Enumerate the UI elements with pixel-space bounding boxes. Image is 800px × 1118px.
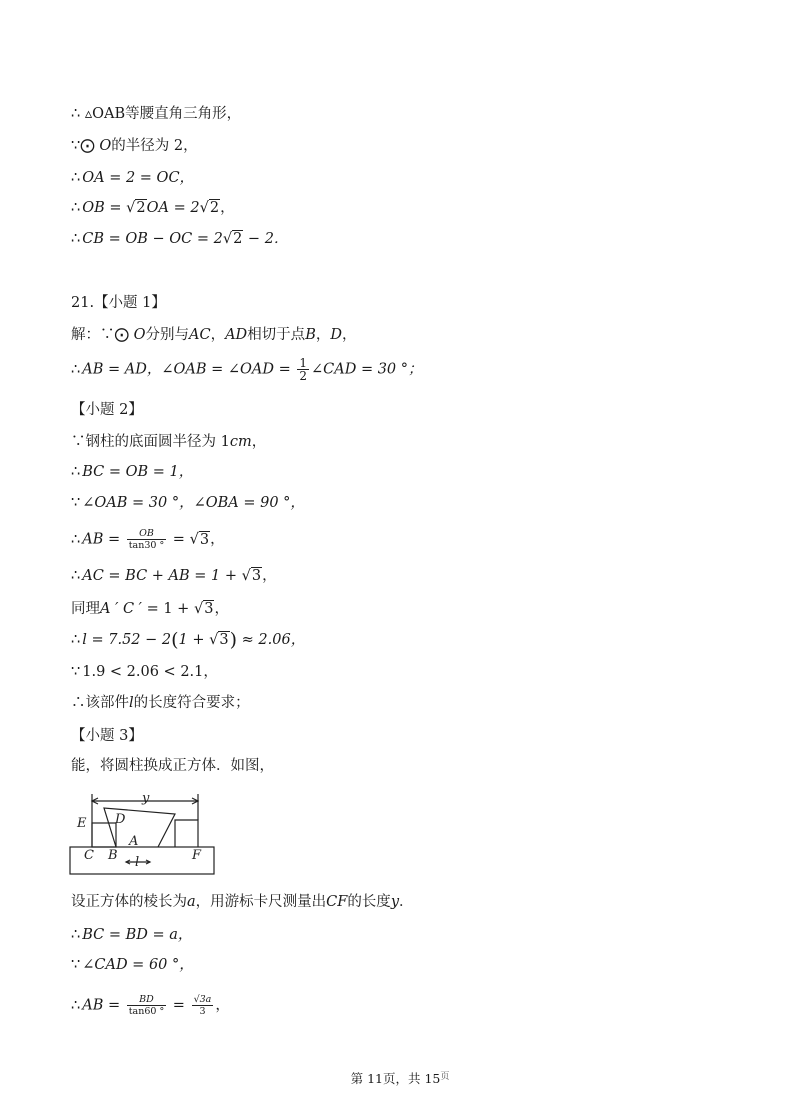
therefore-symbol: ∴ [71, 231, 81, 247]
label-a: A [129, 834, 139, 849]
text-line: ∵⨀ O的半径为 2， [71, 138, 198, 154]
text-line: ∴ OB = √2OA = 2√2， [71, 200, 235, 216]
text-line: ∵钢柱的底面圆半径为 1cm， [71, 434, 267, 450]
therefore-symbol: ∴ [71, 464, 81, 480]
fraction: $\frac{√3a}{3}$ [193, 994, 212, 1017]
because-symbol: ∵ [71, 664, 81, 680]
text-line: ∴ BC = BD = a， [71, 927, 193, 943]
label-f: F [192, 848, 202, 863]
because-symbol: ∵ [71, 957, 81, 973]
label-b: B [108, 848, 118, 863]
question-heading: 21.【小题 1】 [71, 295, 166, 311]
fraction: $\frac{BD}{\tan 60 ^\circ}$ [128, 994, 165, 1017]
text-line: ∴ BC = OB = 1， [71, 464, 194, 480]
text-line: ∵ ∠OAB = 30 °，∠OBA = 90 °， [71, 495, 305, 511]
text-line: 能，将圆柱换成正方体．如图， [71, 758, 274, 774]
fraction: $\frac{1}{2}$ [299, 356, 307, 383]
text-line: 设正方体的棱长为a，用游标卡尺测量出CF的长度y． [71, 894, 414, 910]
text-line: 解：∵⨀ O分别与AC，AD相切于点B，D， [71, 327, 357, 343]
text-line: ∴ AB = $\frac{OB}{\tan 30 ^\circ}$ = √3， [71, 528, 225, 551]
geometry-figure [68, 786, 220, 878]
question-heading: 【小题 3】 [71, 728, 143, 744]
therefore-symbol: ∴ [71, 997, 81, 1014]
text-line: ∴ ▵OAB等腰直角三角形， [71, 106, 242, 122]
text-line: ∵ 1.9 < 2.06 < 2.1， [71, 664, 218, 680]
therefore-symbol: ∴ [71, 927, 81, 943]
therefore-symbol: ∴ [71, 170, 81, 186]
right-column [175, 820, 198, 847]
text-line: 同理A ′ C ′ = 1 + √3， [71, 601, 229, 617]
because-symbol: ∵ [71, 495, 81, 511]
therefore-symbol: ∴ [71, 632, 81, 648]
label-c: C [84, 848, 94, 863]
therefore-symbol: ∴ [71, 361, 81, 378]
text-line: ∴该部件l的长度符合要求； [71, 695, 250, 711]
page-footer: 第 11页，共 $15^页$ [350, 1071, 450, 1086]
text-line: ∴ AB = $\frac{BD}{\tan 60 ^\circ}$ = $\frac{√3a}{3}$ ， [71, 994, 230, 1017]
text-line: ∴ OA = 2 = OC， [71, 170, 195, 186]
label-y: y [142, 791, 150, 806]
therefore-symbol: ∴ [71, 531, 81, 548]
text-line: ∵ ∠CAD = 60 °， [71, 957, 194, 973]
text-line: ∴ AC = BC + AB = 1 + √3， [71, 568, 277, 584]
text-line: ∴ l = 7.52 − 2(1 + √3) ≈ 2.06， [71, 629, 306, 651]
therefore-symbol: ∴ [71, 568, 81, 584]
label-e: E [77, 816, 87, 831]
text-line: ∴ AB = AD，∠OAB = ∠OAD = $\frac{1}{2}$ ∠CAD = 30 °； [71, 356, 423, 383]
text-line: ∴ CB = OB − OC = 2√2 − 2． [71, 231, 289, 247]
therefore-symbol: ∴ [71, 200, 81, 216]
label-d: D [115, 812, 126, 827]
fraction: $\frac{OB}{\tan 30 ^\circ}$ [128, 528, 165, 551]
label-l: l [135, 855, 140, 870]
question-heading: 【小题 2】 [71, 402, 143, 418]
